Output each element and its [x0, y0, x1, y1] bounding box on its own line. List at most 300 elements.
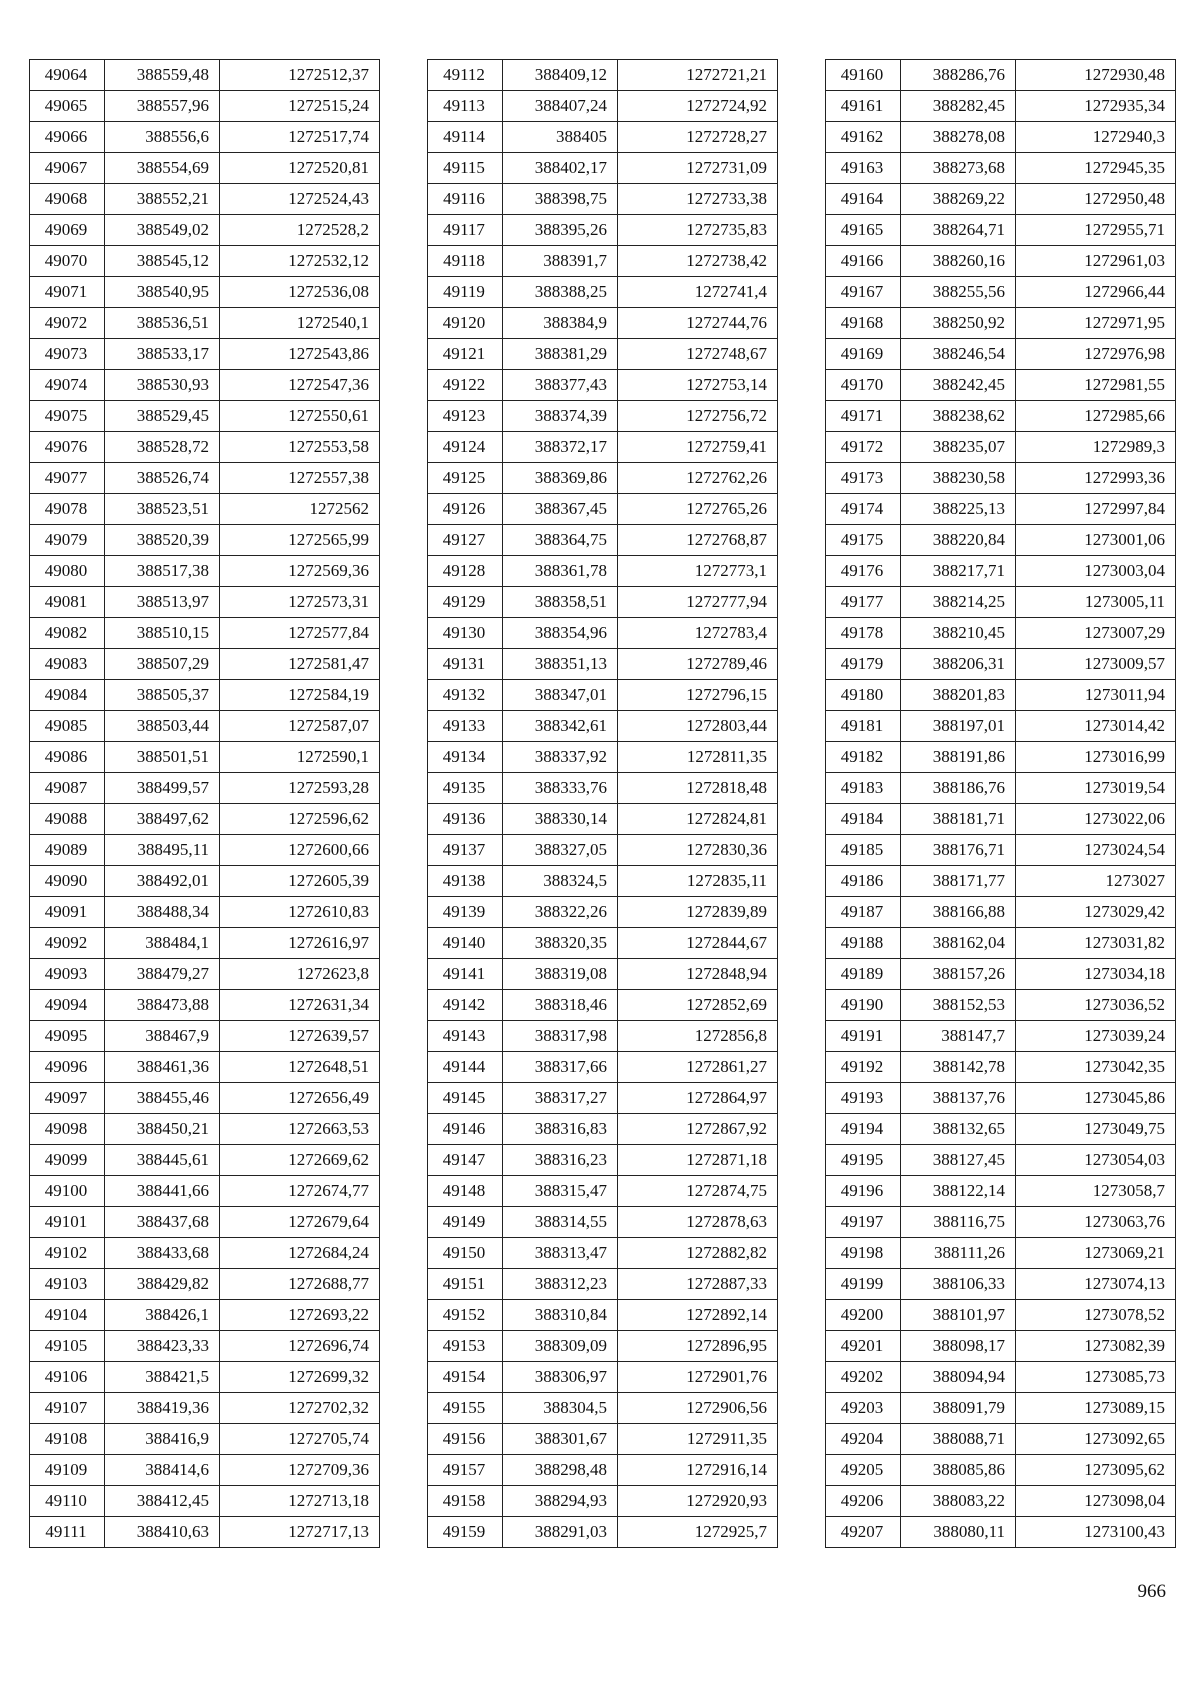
point-number-cell: 49182: [826, 742, 901, 773]
x-coordinate-cell: 388505,37: [105, 680, 220, 711]
table-row: [30, 618, 380, 649]
table-row: [30, 1424, 380, 1455]
point-number-cell: 49153: [428, 1331, 503, 1362]
table-row: [826, 463, 1176, 494]
y-coordinate-cell: 1272512,37: [220, 60, 380, 91]
y-coordinate-cell: 1272565,99: [220, 525, 380, 556]
y-coordinate-cell: 1272789,46: [618, 649, 778, 680]
table-row: [428, 835, 778, 866]
table-row: [30, 587, 380, 618]
y-coordinate-cell: 1272553,58: [220, 432, 380, 463]
coordinates-table-3: [825, 59, 1176, 1548]
point-number-cell: 49143: [428, 1021, 503, 1052]
y-coordinate-cell: 1272669,62: [220, 1145, 380, 1176]
point-number-cell: 49128: [428, 556, 503, 587]
point-number-cell: 49170: [826, 370, 901, 401]
table-row: [428, 680, 778, 711]
table-row: [826, 959, 1176, 990]
table-row: [30, 1176, 380, 1207]
x-coordinate-cell: 388273,68: [901, 153, 1016, 184]
table-row: [428, 897, 778, 928]
point-number-cell: 49146: [428, 1114, 503, 1145]
x-coordinate-cell: 388407,24: [503, 91, 618, 122]
y-coordinate-cell: 1272524,43: [220, 184, 380, 215]
y-coordinate-cell: 1273039,24: [1016, 1021, 1176, 1052]
x-coordinate-cell: 388503,44: [105, 711, 220, 742]
table-row: [826, 990, 1176, 1021]
table-row: [30, 401, 380, 432]
y-coordinate-cell: 1272587,07: [220, 711, 380, 742]
table-row: [826, 1269, 1176, 1300]
point-number-cell: 49158: [428, 1486, 503, 1517]
y-coordinate-cell: 1272517,74: [220, 122, 380, 153]
y-coordinate-cell: 1272961,03: [1016, 246, 1176, 277]
x-coordinate-cell: 388235,07: [901, 432, 1016, 463]
point-number-cell: 49106: [30, 1362, 105, 1393]
table-row: [30, 1207, 380, 1238]
table-row: [826, 804, 1176, 835]
table-row: [826, 91, 1176, 122]
table-row: [428, 1083, 778, 1114]
point-number-cell: 49084: [30, 680, 105, 711]
point-number-cell: 49165: [826, 215, 901, 246]
x-coordinate-cell: 388499,57: [105, 773, 220, 804]
table-row: [826, 1176, 1176, 1207]
table-row: [428, 1052, 778, 1083]
y-coordinate-cell: 1273085,73: [1016, 1362, 1176, 1393]
point-number-cell: 49126: [428, 494, 503, 525]
table-row: [428, 618, 778, 649]
y-coordinate-cell: 1272744,76: [618, 308, 778, 339]
x-coordinate-cell: 388369,86: [503, 463, 618, 494]
y-coordinate-cell: 1273016,99: [1016, 742, 1176, 773]
x-coordinate-cell: 388409,12: [503, 60, 618, 91]
point-number-cell: 49098: [30, 1114, 105, 1145]
x-coordinate-cell: 388217,71: [901, 556, 1016, 587]
table-row: [428, 494, 778, 525]
point-number-cell: 49184: [826, 804, 901, 835]
point-number-cell: 49202: [826, 1362, 901, 1393]
point-number-cell: 49135: [428, 773, 503, 804]
table-row: [30, 463, 380, 494]
y-coordinate-cell: 1272925,7: [618, 1517, 778, 1548]
x-coordinate-cell: 388495,11: [105, 835, 220, 866]
table-row: [826, 1517, 1176, 1548]
y-coordinate-cell: 1272818,48: [618, 773, 778, 804]
x-coordinate-cell: 388317,66: [503, 1052, 618, 1083]
x-coordinate-cell: 388080,11: [901, 1517, 1016, 1548]
table-row: [30, 494, 380, 525]
y-coordinate-cell: 1272741,4: [618, 277, 778, 308]
y-coordinate-cell: 1272663,53: [220, 1114, 380, 1145]
y-coordinate-cell: 1272616,97: [220, 928, 380, 959]
point-number-cell: 49172: [826, 432, 901, 463]
x-coordinate-cell: 388554,69: [105, 153, 220, 184]
point-number-cell: 49188: [826, 928, 901, 959]
table-row: [30, 959, 380, 990]
point-number-cell: 49095: [30, 1021, 105, 1052]
point-number-cell: 49096: [30, 1052, 105, 1083]
point-number-cell: 49178: [826, 618, 901, 649]
y-coordinate-cell: 1272550,61: [220, 401, 380, 432]
table-row: [30, 1083, 380, 1114]
point-number-cell: 49175: [826, 525, 901, 556]
y-coordinate-cell: 1272871,18: [618, 1145, 778, 1176]
point-number-cell: 49108: [30, 1424, 105, 1455]
point-number-cell: 49129: [428, 587, 503, 618]
y-coordinate-cell: 1273054,03: [1016, 1145, 1176, 1176]
table-row: [428, 246, 778, 277]
table-row: [826, 339, 1176, 370]
table-row: [30, 1393, 380, 1424]
point-number-cell: 49173: [826, 463, 901, 494]
table-row: [428, 1362, 778, 1393]
y-coordinate-cell: 1272679,64: [220, 1207, 380, 1238]
x-coordinate-cell: 388085,86: [901, 1455, 1016, 1486]
x-coordinate-cell: 388545,12: [105, 246, 220, 277]
x-coordinate-cell: 388437,68: [105, 1207, 220, 1238]
table-row: [826, 773, 1176, 804]
table-row: [30, 556, 380, 587]
y-coordinate-cell: 1272721,21: [618, 60, 778, 91]
x-coordinate-cell: 388101,97: [901, 1300, 1016, 1331]
table-row: [30, 1269, 380, 1300]
x-coordinate-cell: 388278,08: [901, 122, 1016, 153]
x-coordinate-cell: 388206,31: [901, 649, 1016, 680]
x-coordinate-cell: 388484,1: [105, 928, 220, 959]
point-number-cell: 49154: [428, 1362, 503, 1393]
y-coordinate-cell: 1272759,41: [618, 432, 778, 463]
x-coordinate-cell: 388147,7: [901, 1021, 1016, 1052]
table-row: [30, 339, 380, 370]
table-row: [30, 928, 380, 959]
table-row: [30, 835, 380, 866]
table-row: [826, 1021, 1176, 1052]
x-coordinate-cell: 388319,08: [503, 959, 618, 990]
y-coordinate-cell: 1272709,36: [220, 1455, 380, 1486]
y-coordinate-cell: 1273036,52: [1016, 990, 1176, 1021]
y-coordinate-cell: 1272639,57: [220, 1021, 380, 1052]
y-coordinate-cell: 1272777,94: [618, 587, 778, 618]
point-number-cell: 49093: [30, 959, 105, 990]
table-row: [30, 1455, 380, 1486]
table-row: [826, 432, 1176, 463]
y-coordinate-cell: 1273014,42: [1016, 711, 1176, 742]
x-coordinate-cell: 388530,93: [105, 370, 220, 401]
x-coordinate-cell: 388171,77: [901, 866, 1016, 897]
x-coordinate-cell: 388186,76: [901, 773, 1016, 804]
x-coordinate-cell: 388197,01: [901, 711, 1016, 742]
x-coordinate-cell: 388181,71: [901, 804, 1016, 835]
x-coordinate-cell: 388318,46: [503, 990, 618, 1021]
table-row: [428, 1114, 778, 1145]
x-coordinate-cell: 388316,83: [503, 1114, 618, 1145]
x-coordinate-cell: 388238,62: [901, 401, 1016, 432]
y-coordinate-cell: 1272989,3: [1016, 432, 1176, 463]
y-coordinate-cell: 1273034,18: [1016, 959, 1176, 990]
y-coordinate-cell: 1272830,36: [618, 835, 778, 866]
table-row: [428, 1300, 778, 1331]
x-coordinate-cell: 388301,67: [503, 1424, 618, 1455]
y-coordinate-cell: 1272861,27: [618, 1052, 778, 1083]
x-coordinate-cell: 388488,34: [105, 897, 220, 928]
y-coordinate-cell: 1272945,35: [1016, 153, 1176, 184]
point-number-cell: 49090: [30, 866, 105, 897]
table-row: [826, 1331, 1176, 1362]
point-number-cell: 49205: [826, 1455, 901, 1486]
table-row: [826, 494, 1176, 525]
point-number-cell: 49174: [826, 494, 901, 525]
y-coordinate-cell: 1272966,44: [1016, 277, 1176, 308]
x-coordinate-cell: 388526,74: [105, 463, 220, 494]
point-number-cell: 49151: [428, 1269, 503, 1300]
x-coordinate-cell: 388333,76: [503, 773, 618, 804]
table-row: [826, 711, 1176, 742]
x-coordinate-cell: 388294,93: [503, 1486, 618, 1517]
point-number-cell: 49195: [826, 1145, 901, 1176]
x-coordinate-cell: 388520,39: [105, 525, 220, 556]
x-coordinate-cell: 388540,95: [105, 277, 220, 308]
point-number-cell: 49200: [826, 1300, 901, 1331]
table-row: [30, 1114, 380, 1145]
point-number-cell: 49139: [428, 897, 503, 928]
x-coordinate-cell: 388225,13: [901, 494, 1016, 525]
point-number-cell: 49163: [826, 153, 901, 184]
y-coordinate-cell: 1272852,69: [618, 990, 778, 1021]
y-coordinate-cell: 1272935,34: [1016, 91, 1176, 122]
x-coordinate-cell: 388111,26: [901, 1238, 1016, 1269]
x-coordinate-cell: 388445,61: [105, 1145, 220, 1176]
x-coordinate-cell: 388282,45: [901, 91, 1016, 122]
table-row: [30, 153, 380, 184]
y-coordinate-cell: 1272648,51: [220, 1052, 380, 1083]
y-coordinate-cell: 1272590,1: [220, 742, 380, 773]
table-row: [428, 1331, 778, 1362]
x-coordinate-cell: 388513,97: [105, 587, 220, 618]
point-number-cell: 49207: [826, 1517, 901, 1548]
table-row: [826, 122, 1176, 153]
coordinates-table-2: [427, 59, 778, 1548]
point-number-cell: 49156: [428, 1424, 503, 1455]
x-coordinate-cell: 388421,5: [105, 1362, 220, 1393]
table-row: [428, 1207, 778, 1238]
x-coordinate-cell: 388450,21: [105, 1114, 220, 1145]
table-row: [826, 401, 1176, 432]
point-number-cell: 49131: [428, 649, 503, 680]
table-row: [826, 1455, 1176, 1486]
table-row: [428, 401, 778, 432]
point-number-cell: 49187: [826, 897, 901, 928]
table-row: [30, 1300, 380, 1331]
table-row: [826, 556, 1176, 587]
table-row: [826, 308, 1176, 339]
y-coordinate-cell: 1272981,55: [1016, 370, 1176, 401]
table-row: [428, 91, 778, 122]
point-number-cell: 49150: [428, 1238, 503, 1269]
table-row: [428, 959, 778, 990]
y-coordinate-cell: 1272610,83: [220, 897, 380, 928]
x-coordinate-cell: 388315,47: [503, 1176, 618, 1207]
y-coordinate-cell: 1272993,36: [1016, 463, 1176, 494]
y-coordinate-cell: 1272699,32: [220, 1362, 380, 1393]
x-coordinate-cell: 388313,47: [503, 1238, 618, 1269]
point-number-cell: 49080: [30, 556, 105, 587]
y-coordinate-cell: 1272896,95: [618, 1331, 778, 1362]
point-number-cell: 49144: [428, 1052, 503, 1083]
x-coordinate-cell: 388324,5: [503, 866, 618, 897]
table-row: [826, 649, 1176, 680]
y-coordinate-cell: 1272985,66: [1016, 401, 1176, 432]
y-coordinate-cell: 1272783,4: [618, 618, 778, 649]
table-row: [826, 60, 1176, 91]
y-coordinate-cell: 1272856,8: [618, 1021, 778, 1052]
x-coordinate-cell: 388116,75: [901, 1207, 1016, 1238]
x-coordinate-cell: 388106,33: [901, 1269, 1016, 1300]
table-row: [428, 649, 778, 680]
x-coordinate-cell: 388361,78: [503, 556, 618, 587]
x-coordinate-cell: 388264,71: [901, 215, 1016, 246]
y-coordinate-cell: 1273082,39: [1016, 1331, 1176, 1362]
y-coordinate-cell: 1273098,04: [1016, 1486, 1176, 1517]
x-coordinate-cell: 388250,92: [901, 308, 1016, 339]
y-coordinate-cell: 1273011,94: [1016, 680, 1176, 711]
point-number-cell: 49201: [826, 1331, 901, 1362]
y-coordinate-cell: 1272864,97: [618, 1083, 778, 1114]
y-coordinate-cell: 1272547,36: [220, 370, 380, 401]
y-coordinate-cell: 1272950,48: [1016, 184, 1176, 215]
y-coordinate-cell: 1272765,26: [618, 494, 778, 525]
point-number-cell: 49122: [428, 370, 503, 401]
table-row: [30, 1517, 380, 1548]
table-row: [30, 1052, 380, 1083]
point-number-cell: 49142: [428, 990, 503, 1021]
table-row: [826, 618, 1176, 649]
table-row: [826, 835, 1176, 866]
point-number-cell: 49105: [30, 1331, 105, 1362]
table-row: [30, 897, 380, 928]
table-row: [428, 1424, 778, 1455]
x-coordinate-cell: 388330,14: [503, 804, 618, 835]
table-row: [30, 804, 380, 835]
x-coordinate-cell: 388309,09: [503, 1331, 618, 1362]
point-number-cell: 49064: [30, 60, 105, 91]
x-coordinate-cell: 388536,51: [105, 308, 220, 339]
point-number-cell: 49091: [30, 897, 105, 928]
x-coordinate-cell: 388402,17: [503, 153, 618, 184]
x-coordinate-cell: 388507,29: [105, 649, 220, 680]
point-number-cell: 49082: [30, 618, 105, 649]
point-number-cell: 49130: [428, 618, 503, 649]
y-coordinate-cell: 1272515,24: [220, 91, 380, 122]
y-coordinate-cell: 1273063,76: [1016, 1207, 1176, 1238]
table-row: [826, 215, 1176, 246]
point-number-cell: 49198: [826, 1238, 901, 1269]
y-coordinate-cell: 1273100,43: [1016, 1517, 1176, 1548]
x-coordinate-cell: 388492,01: [105, 866, 220, 897]
point-number-cell: 49189: [826, 959, 901, 990]
point-number-cell: 49104: [30, 1300, 105, 1331]
point-number-cell: 49138: [428, 866, 503, 897]
table-row: [30, 246, 380, 277]
y-coordinate-cell: 1272688,77: [220, 1269, 380, 1300]
y-coordinate-cell: 1272705,74: [220, 1424, 380, 1455]
point-number-cell: 49199: [826, 1269, 901, 1300]
y-coordinate-cell: 1272848,94: [618, 959, 778, 990]
point-number-cell: 49136: [428, 804, 503, 835]
point-number-cell: 49111: [30, 1517, 105, 1548]
x-coordinate-cell: 388230,58: [901, 463, 1016, 494]
x-coordinate-cell: 388083,22: [901, 1486, 1016, 1517]
y-coordinate-cell: 1272874,75: [618, 1176, 778, 1207]
y-coordinate-cell: 1272600,66: [220, 835, 380, 866]
point-number-cell: 49179: [826, 649, 901, 680]
table-row: [428, 1238, 778, 1269]
y-coordinate-cell: 1272920,93: [618, 1486, 778, 1517]
x-coordinate-cell: 388127,45: [901, 1145, 1016, 1176]
point-number-cell: 49206: [826, 1486, 901, 1517]
point-number-cell: 49193: [826, 1083, 901, 1114]
table-row: [30, 122, 380, 153]
point-number-cell: 49147: [428, 1145, 503, 1176]
table-row: [30, 308, 380, 339]
point-number-cell: 49072: [30, 308, 105, 339]
point-number-cell: 49073: [30, 339, 105, 370]
y-coordinate-cell: 1272623,8: [220, 959, 380, 990]
point-number-cell: 49168: [826, 308, 901, 339]
y-coordinate-cell: 1272753,14: [618, 370, 778, 401]
x-coordinate-cell: 388395,26: [503, 215, 618, 246]
point-number-cell: 49100: [30, 1176, 105, 1207]
point-number-cell: 49149: [428, 1207, 503, 1238]
y-coordinate-cell: 1272738,42: [618, 246, 778, 277]
y-coordinate-cell: 1272702,32: [220, 1393, 380, 1424]
table-row: [428, 1021, 778, 1052]
point-number-cell: 49196: [826, 1176, 901, 1207]
point-number-cell: 49132: [428, 680, 503, 711]
point-number-cell: 49067: [30, 153, 105, 184]
table-row: [428, 122, 778, 153]
table-row: [428, 711, 778, 742]
y-coordinate-cell: 1273009,57: [1016, 649, 1176, 680]
point-number-cell: 49099: [30, 1145, 105, 1176]
x-coordinate-cell: 388286,76: [901, 60, 1016, 91]
table-row: [428, 1145, 778, 1176]
point-number-cell: 49117: [428, 215, 503, 246]
table-row: [826, 1362, 1176, 1393]
point-number-cell: 49134: [428, 742, 503, 773]
y-coordinate-cell: 1272940,3: [1016, 122, 1176, 153]
y-coordinate-cell: 1272976,98: [1016, 339, 1176, 370]
table-row: [30, 432, 380, 463]
table-row: [428, 866, 778, 897]
x-coordinate-cell: 388291,03: [503, 1517, 618, 1548]
y-coordinate-cell: 1272748,67: [618, 339, 778, 370]
point-number-cell: 49123: [428, 401, 503, 432]
x-coordinate-cell: 388552,21: [105, 184, 220, 215]
x-coordinate-cell: 388137,76: [901, 1083, 1016, 1114]
table-row: [826, 1145, 1176, 1176]
x-coordinate-cell: 388327,05: [503, 835, 618, 866]
y-coordinate-cell: 1273078,52: [1016, 1300, 1176, 1331]
y-coordinate-cell: 1273092,65: [1016, 1424, 1176, 1455]
y-coordinate-cell: 1272684,24: [220, 1238, 380, 1269]
table-row: [826, 1238, 1176, 1269]
y-coordinate-cell: 1273007,29: [1016, 618, 1176, 649]
point-number-cell: 49177: [826, 587, 901, 618]
y-coordinate-cell: 1273029,42: [1016, 897, 1176, 928]
table-row: [30, 215, 380, 246]
y-coordinate-cell: 1272803,44: [618, 711, 778, 742]
